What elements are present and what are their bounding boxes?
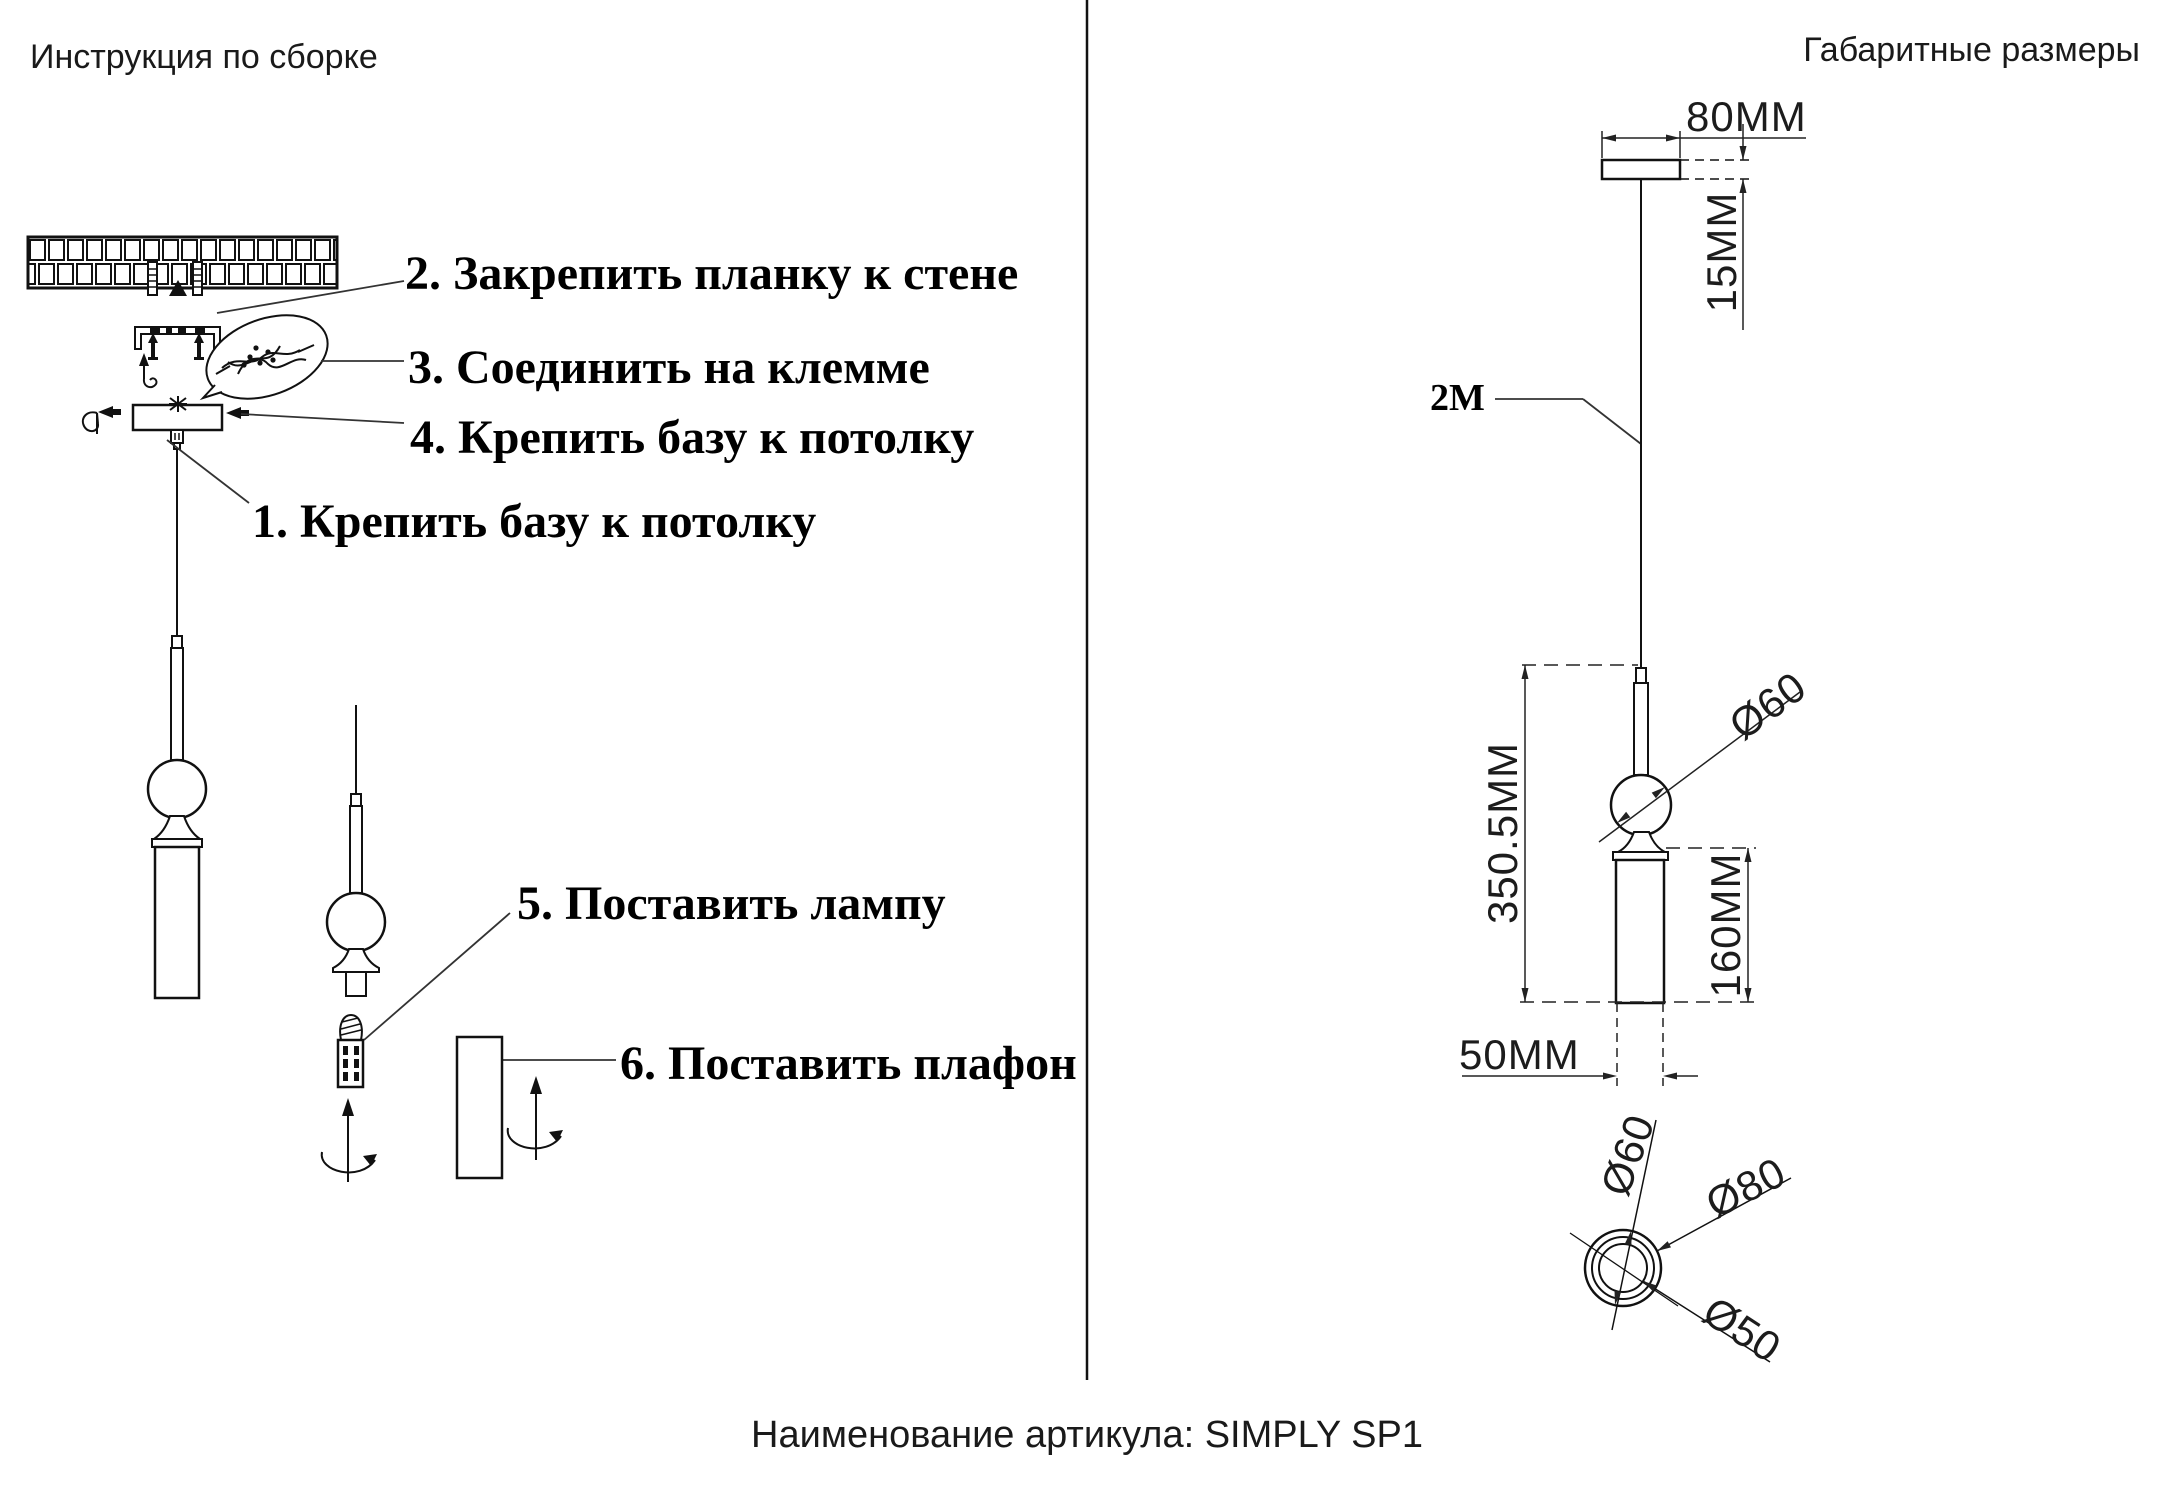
base-plate-drawing [83,396,249,449]
step-2-label: 2. Закрепить планку к стене [405,247,1019,300]
wall-drawing [28,237,337,296]
hook-icon [83,412,98,434]
dim-50mm-label: 50MM [1459,1031,1580,1078]
left-arrow-icon [98,406,121,418]
dim-350mm-label: 350.5MM [1479,741,1526,925]
screw-cross-icon [169,396,187,412]
dim-2m-label: 2M [1430,377,1485,419]
dim-160mm-label: 160MM [1702,852,1749,998]
wall-anchor-left-icon [148,262,157,295]
dim-d50-bottom-label: Ø50 [1694,1287,1790,1372]
right-panel-title: Габаритные размеры [1803,31,2140,69]
left-panel-title: Инструкция по сборке [30,38,378,76]
dim-d80-bottom-label: Ø80 [1698,1147,1794,1228]
wall-anchor-right-icon [193,262,202,295]
pendant-side-drawing [1611,668,1671,1003]
step-1-label: 1. Крепить базу к потолку [252,495,817,548]
dim-80mm-label: 80MM [1686,93,1807,140]
dim-15mm-label: 15MM [1698,191,1745,313]
ceiling-plate-drawing [1602,160,1752,179]
step-3-label: 3. Соединить на клемме [408,341,930,394]
dim-d60-side-label: Ø60 [1720,662,1815,749]
bulb-drawing [322,1015,377,1182]
lamp-insert-drawing [327,705,385,996]
rotate-up-arrow-icon [322,1098,377,1182]
leader-lines [167,281,1641,1060]
step-4-label: 4. Крепить базу к потолку [410,411,975,464]
screw-icon [194,333,204,360]
terminal-callout [195,300,339,415]
screw-icon [148,333,158,360]
pendant-assembled-drawing [148,450,206,998]
step-5-label: 5. Поставить лампу [517,877,946,930]
rotate-up-arrow-icon [508,1076,563,1160]
right-arrow-icon [226,407,249,419]
dim-d60-bottom-label: Ø60 [1591,1108,1664,1202]
step-6-label: 6. Поставить плафон [620,1037,1077,1090]
shade-drawing [457,1037,563,1178]
article-name-label: Наименование артикула: SIMPLY SP1 [751,1414,1423,1456]
